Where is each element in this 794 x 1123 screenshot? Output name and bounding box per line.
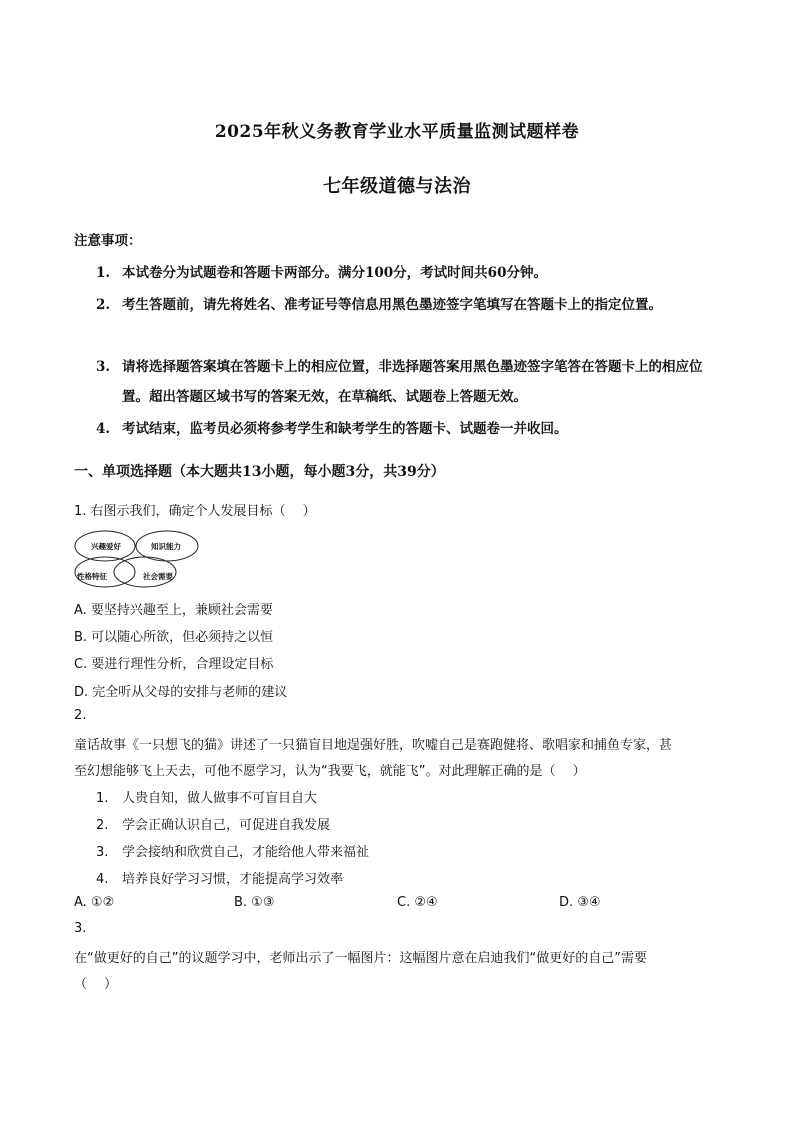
notice-item-text: 考生答题前，请先将姓名、准考证号等信息用黑色墨迹签字笔填写在答题卡上的指定位置。 — [122, 297, 662, 313]
item-number: 4. — [96, 872, 109, 887]
question-2-item-2 — [96, 814, 330, 833]
notice-item-4 — [96, 414, 726, 444]
question-1-option-b: B. 可以随心所欲，但必须持之以恒 — [74, 630, 274, 645]
item-text: 人贵自知，做人做事不可盲目自大 — [122, 791, 318, 806]
question-2-option-c: C. ②④ — [397, 895, 438, 910]
question-2-stem-line-1: 童话故事《一只想飞的猫》讲述了一只猫盲目地逞强好胜，吹嘘自己是赛跑健将、歌唱家和捕鱼专家，甚 — [74, 738, 673, 753]
notice-item-text: 请将选择题答案填在答题卡上的相应位置，非选择题答案用黑色墨迹签字笔答在答题卡上的相应位置。超出答题区域书写的答案无效，在草稿纸、试题卷上答题无效。 — [122, 359, 703, 405]
question-1-option-a: A. 要坚持兴趣至上，兼顾社会需要 — [74, 603, 273, 618]
notice-item-number: 4. — [96, 421, 111, 437]
item-text: 培养良好学习习惯，才能提高学习效率 — [122, 872, 344, 887]
question-2-option-d: D. ③④ — [559, 895, 601, 910]
notice-item-text: 本试卷分为试题卷和答题卡两部分。满分100分，考试时间共60分钟。 — [122, 265, 547, 281]
item-number: 1. — [96, 791, 109, 806]
question-1-option-d: D. 完全听从父母的安排与老师的建议 — [74, 685, 288, 700]
exam-title: 2025年秋义务教育学业水平质量监测试题样卷 — [214, 122, 580, 142]
question-2-option-b: B. ①③ — [234, 895, 275, 910]
item-number: 2. — [96, 818, 109, 833]
venn-diagram — [73, 528, 201, 590]
question-1-option-c: C. 要进行理性分析，合理设定目标 — [74, 657, 274, 672]
notice-item-number: 2. — [96, 297, 111, 313]
question-2-option-a: A. ①② — [74, 895, 115, 910]
question-2-item-1 — [96, 787, 317, 806]
venn-label-interest: 兴趣爱好 — [91, 542, 121, 551]
question-3-stem-line-2: （ ） — [74, 977, 118, 992]
item-text: 学会正确认识自己，可促进自我发展 — [122, 818, 331, 833]
notice-item-text: 考试结束，监考员必须将参考学生和缺考学生的答题卡、试题卷一并收回。 — [122, 421, 568, 437]
question-3-stem-line-1: 在“做更好的自己”的议题学习中，老师出示了一幅图片：这幅图片意在启迪我们“做更好的自己”需要 — [74, 951, 647, 966]
question-3-number: 3. — [74, 921, 87, 936]
venn-label-personality: 性格特征 — [77, 572, 107, 581]
item-number: 3. — [96, 845, 109, 860]
question-2-number: 2. — [74, 708, 87, 723]
item-text: 学会接纳和欣赏自己，才能给他人带来福祉 — [122, 845, 370, 860]
exam-subject: 七年级道德与法治 — [323, 176, 471, 197]
question-1-stem: 1. 右图示我们，确定个人发展目标（ ） — [74, 504, 316, 519]
venn-label-ability: 知识能力 — [151, 542, 181, 551]
notice-item-number: 3. — [96, 359, 111, 375]
section-heading: 一、单项选择题（本大题共13小题，每小题3分，共39分） — [74, 464, 445, 480]
question-2-item-4 — [96, 868, 343, 887]
notice-item-2 — [96, 290, 726, 320]
notice-item-1 — [96, 258, 726, 288]
notice-heading: 注意事项： — [74, 233, 142, 249]
question-2-stem-line-2: 至幻想能够飞上天去，可他不愿学习，认为“我要飞，就能飞”。对此理解正确的是（ ） — [74, 764, 586, 779]
notice-item-number: 1. — [96, 265, 111, 281]
notice-item-3 — [96, 352, 726, 412]
question-2-item-3 — [96, 841, 369, 860]
venn-label-society: 社会需要 — [143, 572, 173, 581]
